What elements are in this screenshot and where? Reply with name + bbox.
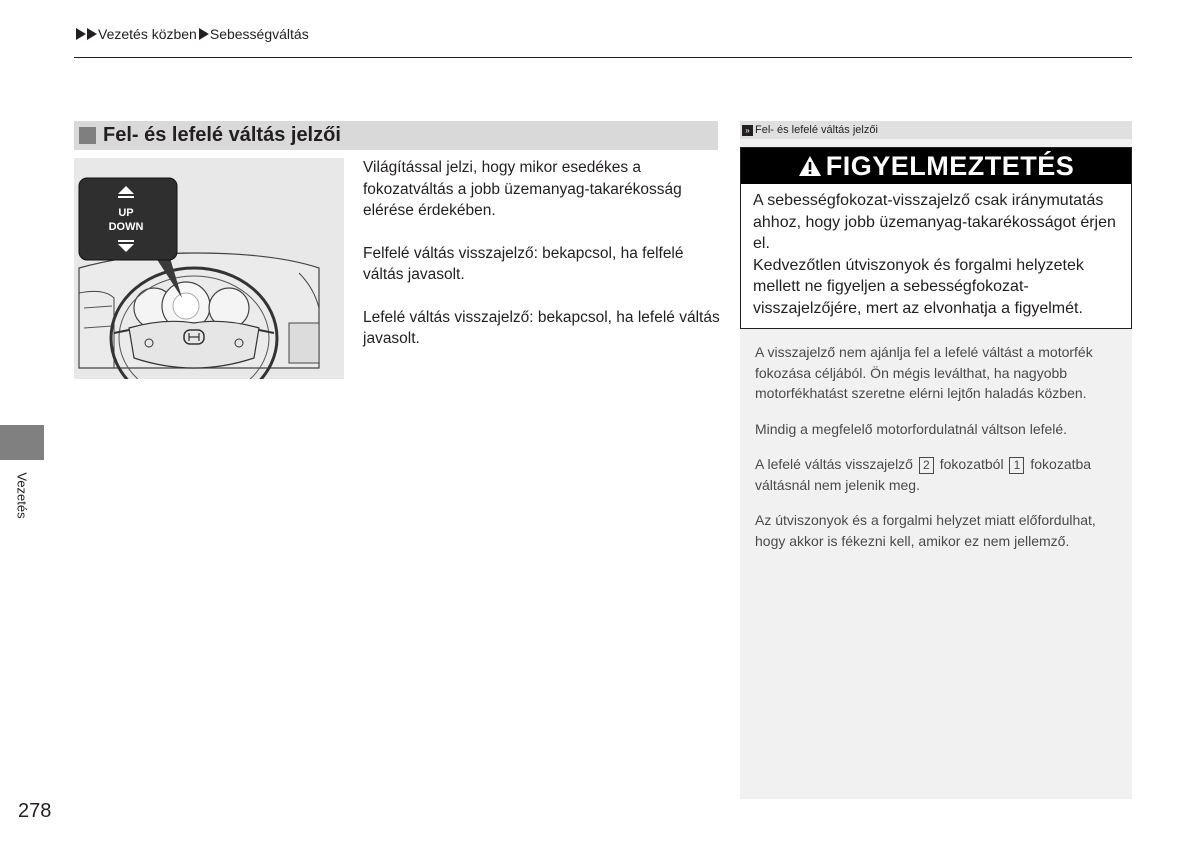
note-downshift-rpm: Mindig a megfelelő motorfordulatnál váltson lefelé. (755, 420, 1068, 437)
warning-title: FIGYELMEZTETÉS (825, 150, 1075, 181)
chapter-label: Vezetés (14, 472, 30, 519)
header-rule (74, 57, 1132, 58)
warning-triangle-icon (798, 155, 822, 177)
steering-wheel-illustration (74, 158, 344, 379)
breadcrumb-arrow-icon (76, 28, 86, 40)
section-title: Fel- és lefelé váltás jelzői (103, 124, 341, 146)
sidebar-header (740, 121, 1132, 139)
page-number: 278 (18, 800, 52, 822)
down-indicator-label: DOWN (108, 221, 144, 233)
sidebar-reference-icon: » (742, 125, 753, 136)
chapter-tab[interactable] (0, 425, 44, 460)
note-gear-text-a: A lefelé váltás visszajelző (755, 456, 913, 472)
sidebar-panel (740, 121, 1132, 799)
body-paragraph-intro: Világítással jelzi, hogy mikor esedékes a fokozatváltás a jobb üzemanyag-takarékosság elérése érdekében. (363, 159, 682, 219)
note-gear-text-b: fokozatból (939, 456, 1004, 472)
note-engine-brake: A visszajelző nem ajánlja fel a lefelé váltást a motorfék fokozása céljából. Ön mégis leválthat, ha nagyobb motorfékhatást szeretne elérni lejtőn haladás közben. (755, 344, 1093, 401)
warning-title-bar (741, 148, 1131, 184)
breadcrumb-item-sebessegvaltas[interactable]: Sebességváltás (209, 26, 309, 42)
breadcrumb (76, 26, 309, 42)
sidebar-notes (755, 342, 1125, 566)
warning-paragraph-2: Kedvezőtlen útviszonyok és forgalmi helyzetek mellett ne figyeljen a sebességfokozat-visszajelzőjére, mert az elvonhatja a figyelmét. (753, 256, 1084, 317)
breadcrumb-arrow-icon (199, 28, 209, 40)
gear-1-badge: 1 (1009, 457, 1024, 474)
sidebar-header-label: Fel- és lefelé váltás jelzői (755, 124, 878, 136)
dashboard-illustration (74, 158, 344, 379)
gear-2-badge: 2 (919, 457, 934, 474)
warning-body (741, 184, 1131, 319)
note-gear-indicator (755, 454, 1125, 495)
section-heading (74, 121, 718, 150)
warning-paragraph-1: A sebességfokozat-visszajelző csak iránymutatás ahhoz, hogy jobb üzemanyag-takarékosságot érjen el. (753, 192, 1116, 252)
breadcrumb-item-vezetes-kozben[interactable]: Vezetés közben (98, 26, 197, 42)
section-square-icon (79, 127, 96, 144)
breadcrumb-arrow-icon (87, 28, 97, 40)
body-paragraph-downshift: Lefelé váltás visszajelző: bekapcsol, ha lefelé váltás javasolt. (363, 308, 720, 347)
body-text (363, 157, 723, 371)
warning-box (740, 147, 1132, 329)
note-braking: Az útviszonyok és a forgalmi helyzet miatt előfordulhat, hogy akkor is fékezni kell, amikor ez nem jellemző. (755, 512, 1096, 549)
note-gear-text-c: fokozatba váltásnál nem jelenik meg. (755, 456, 1092, 493)
body-paragraph-upshift: Felfelé váltás visszajelző: bekapcsol, ha felfelé váltás javasolt. (363, 244, 684, 283)
up-indicator-label: UP (118, 207, 134, 219)
